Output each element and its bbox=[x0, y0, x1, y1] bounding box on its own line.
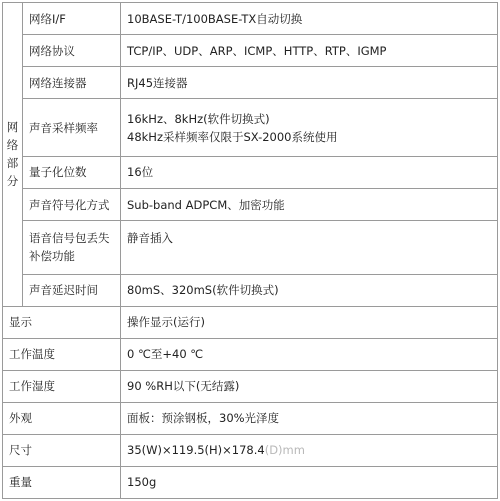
row-label: 声音符号化方式 bbox=[23, 188, 121, 220]
row-value: Sub-band ADPCM、加密功能 bbox=[121, 188, 498, 220]
row-label: 声音延迟时间 bbox=[23, 274, 121, 306]
table-row bbox=[3, 156, 498, 188]
row-value: 35(W)×119.5(H)×178.4(D)mm bbox=[121, 434, 498, 466]
row-value: 10BASE-T/100BASE-TX自动切换 bbox=[121, 3, 498, 35]
row-value: 操作显示(运行) bbox=[121, 306, 498, 338]
spec-table bbox=[2, 2, 498, 499]
row-value: 90 %RH以下(无结露) bbox=[121, 370, 498, 402]
row-label: 语音信号包丢失 补偿功能 bbox=[23, 221, 121, 275]
row-label: 显示 bbox=[3, 306, 121, 338]
row-label: 工作湿度 bbox=[3, 370, 121, 402]
row-value: 0 ℃至+40 ℃ bbox=[121, 338, 498, 370]
row-value: 16kHz、8kHz(软件切换式) 48kHz采样频率仅限于SX-2000系统使用 bbox=[121, 99, 498, 157]
row-value: 80mS、320mS(软件切换式) bbox=[121, 274, 498, 306]
row-label: 声音采样频率 bbox=[23, 99, 121, 157]
row-label: 重量 bbox=[3, 466, 121, 498]
table-row bbox=[3, 466, 498, 498]
table-row bbox=[3, 338, 498, 370]
table-row bbox=[3, 99, 498, 157]
table-row bbox=[3, 35, 498, 67]
table-row bbox=[3, 274, 498, 306]
row-label: 尺寸 bbox=[3, 434, 121, 466]
table-row bbox=[3, 434, 498, 466]
row-value: 面板：预涂钢板，30%光泽度 bbox=[121, 402, 498, 434]
row-value: RJ45连接器 bbox=[121, 67, 498, 99]
table-row bbox=[3, 3, 498, 35]
table-row bbox=[3, 67, 498, 99]
table-row bbox=[3, 306, 498, 338]
table-row bbox=[3, 402, 498, 434]
table-row bbox=[3, 188, 498, 220]
row-label: 量子化位数 bbox=[23, 156, 121, 188]
row-label: 工作温度 bbox=[3, 338, 121, 370]
table-row bbox=[3, 221, 498, 275]
table-row bbox=[3, 370, 498, 402]
row-label: 外观 bbox=[3, 402, 121, 434]
row-value: 150g bbox=[121, 466, 498, 498]
row-value: 16位 bbox=[121, 156, 498, 188]
row-label: 网络协议 bbox=[23, 35, 121, 67]
network-group-label: 网 络 部 分 bbox=[3, 3, 23, 307]
row-value: 静音插入 bbox=[121, 221, 498, 275]
row-label: 网络I/F bbox=[23, 3, 121, 35]
row-value: TCP/IP、UDP、ARP、ICMP、HTTP、RTP、IGMP bbox=[121, 35, 498, 67]
row-label: 网络连接器 bbox=[23, 67, 121, 99]
